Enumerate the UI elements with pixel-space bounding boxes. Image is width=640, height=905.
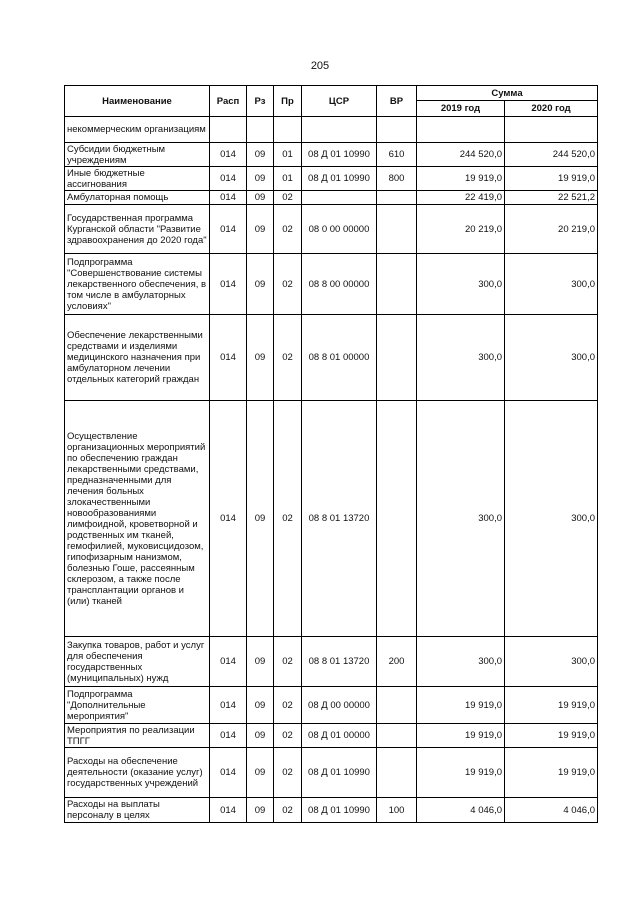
row-name: Иные бюджетные ассигнования <box>65 167 210 191</box>
row-sum-2019: 19 919,0 <box>417 748 505 798</box>
row-sum-2020: 19 919,0 <box>505 167 598 191</box>
row-rz: 09 <box>247 724 274 748</box>
row-sum-2019: 19 919,0 <box>417 167 505 191</box>
row-csr: 08 Д 01 10990 <box>302 748 377 798</box>
header-rz: Рз <box>247 86 274 117</box>
row-sum-2020: 244 520,0 <box>505 143 598 167</box>
row-rz <box>247 117 274 143</box>
row-rasp: 014 <box>210 315 247 401</box>
row-sum-2019: 300,0 <box>417 254 505 315</box>
row-rasp <box>210 117 247 143</box>
row-rz: 09 <box>247 401 274 637</box>
row-rz: 09 <box>247 191 274 205</box>
row-sum-2020: 300,0 <box>505 315 598 401</box>
table-row <box>65 254 598 315</box>
row-vr <box>377 724 417 748</box>
row-rz: 09 <box>247 315 274 401</box>
table-row <box>65 724 598 748</box>
row-rz: 09 <box>247 637 274 687</box>
table-row <box>65 637 598 687</box>
header-2019: 2019 год <box>417 101 505 117</box>
header-2020: 2020 год <box>505 101 598 117</box>
table-row <box>65 143 598 167</box>
row-name: Расходы на обеспечение деятельности (оказание услуг) государственных учреждений <box>65 748 210 798</box>
row-name: Государственная программа Курганской области "Развитие здравоохранения до 2020 года" <box>65 205 210 254</box>
row-csr: 08 Д 01 10990 <box>302 798 377 823</box>
row-pr: 01 <box>274 143 302 167</box>
row-rasp: 014 <box>210 637 247 687</box>
row-csr <box>302 117 377 143</box>
row-rz: 09 <box>247 254 274 315</box>
table-row <box>65 315 598 401</box>
row-sum-2020: 4 046,0 <box>505 798 598 823</box>
row-pr: 02 <box>274 748 302 798</box>
table-row <box>65 205 598 254</box>
row-csr: 08 Д 01 10990 <box>302 167 377 191</box>
page-number: 205 <box>310 60 330 72</box>
row-csr <box>302 191 377 205</box>
row-rasp: 014 <box>210 401 247 637</box>
row-rasp: 014 <box>210 191 247 205</box>
row-name: Расходы на выплаты персоналу в целях <box>65 798 210 823</box>
row-vr: 610 <box>377 143 417 167</box>
row-pr: 02 <box>274 191 302 205</box>
row-csr: 08 8 01 00000 <box>302 315 377 401</box>
row-name: Мероприятия по реализации ТПГГ <box>65 724 210 748</box>
row-pr: 02 <box>274 637 302 687</box>
row-rasp: 014 <box>210 205 247 254</box>
row-vr <box>377 748 417 798</box>
table-row <box>65 117 598 143</box>
row-vr <box>377 401 417 637</box>
row-sum-2020: 20 219,0 <box>505 205 598 254</box>
table-row <box>65 798 598 823</box>
row-sum-2019: 19 919,0 <box>417 724 505 748</box>
row-pr: 02 <box>274 687 302 724</box>
row-sum-2020: 300,0 <box>505 401 598 637</box>
row-rz: 09 <box>247 687 274 724</box>
row-vr: 100 <box>377 798 417 823</box>
row-csr: 08 Д 01 00000 <box>302 724 377 748</box>
row-pr: 02 <box>274 724 302 748</box>
row-vr <box>377 254 417 315</box>
row-rasp: 014 <box>210 254 247 315</box>
row-rasp: 014 <box>210 748 247 798</box>
table-row <box>65 401 598 637</box>
row-rz: 09 <box>247 143 274 167</box>
row-name: Закупка товаров, работ и услуг для обеспечения государственных (муниципальных) нужд <box>65 637 210 687</box>
row-sum-2019: 300,0 <box>417 637 505 687</box>
row-sum-2020: 22 521,2 <box>505 191 598 205</box>
row-rz: 09 <box>247 205 274 254</box>
row-sum-2020: 300,0 <box>505 637 598 687</box>
row-name: Субсидии бюджетным учреждениям <box>65 143 210 167</box>
row-pr: 02 <box>274 798 302 823</box>
row-vr: 800 <box>377 167 417 191</box>
row-sum-2019: 22 419,0 <box>417 191 505 205</box>
row-name: Подпрограмма "Дополнительные мероприятия" <box>65 687 210 724</box>
row-name: Амбулаторная помощь <box>65 191 210 205</box>
row-vr <box>377 205 417 254</box>
row-sum-2019: 300,0 <box>417 401 505 637</box>
table-row <box>65 191 598 205</box>
row-sum-2020: 19 919,0 <box>505 748 598 798</box>
row-vr: 200 <box>377 637 417 687</box>
row-csr: 08 8 01 13720 <box>302 637 377 687</box>
budget-table <box>64 85 598 823</box>
header-pr: Пр <box>274 86 302 117</box>
row-sum-2019: 300,0 <box>417 315 505 401</box>
row-sum-2019: 244 520,0 <box>417 143 505 167</box>
row-csr: 08 8 01 13720 <box>302 401 377 637</box>
table-row <box>65 167 598 191</box>
header-csr: ЦСР <box>302 86 377 117</box>
row-name: Осуществление организационных мероприятий по обеспечению граждан лекарственными средствами, предназначенными для лечения больных злокачественными новообразованиями лимфоидной, кроветворной и родственных им тканей, гемофилией, муковисцидозом, гипофизарным нанизмом, болезнью Гоше, рассеянным склерозом, а также после трансплантации органов и (или) тканей <box>65 401 210 637</box>
row-rasp: 014 <box>210 687 247 724</box>
row-csr: 08 8 00 00000 <box>302 254 377 315</box>
row-pr: 02 <box>274 205 302 254</box>
row-rz: 09 <box>247 798 274 823</box>
row-sum-2020 <box>505 117 598 143</box>
header-vr: ВР <box>377 86 417 117</box>
row-vr <box>377 315 417 401</box>
row-pr: 02 <box>274 315 302 401</box>
row-sum-2020: 19 919,0 <box>505 724 598 748</box>
row-name: Обеспечение лекарственными средствами и изделиями медицинского назначения при амбулаторном лечении отдельных категорий граждан <box>65 315 210 401</box>
table-row <box>65 687 598 724</box>
row-pr <box>274 117 302 143</box>
row-rasp: 014 <box>210 167 247 191</box>
row-sum-2019: 19 919,0 <box>417 687 505 724</box>
row-sum-2019: 20 219,0 <box>417 205 505 254</box>
row-rasp: 014 <box>210 798 247 823</box>
row-csr: 08 Д 00 00000 <box>302 687 377 724</box>
row-vr <box>377 191 417 205</box>
row-sum-2020: 300,0 <box>505 254 598 315</box>
row-pr: 02 <box>274 401 302 637</box>
row-sum-2020: 19 919,0 <box>505 687 598 724</box>
row-csr: 08 Д 01 10990 <box>302 143 377 167</box>
row-rz: 09 <box>247 748 274 798</box>
header-rasp: Расп <box>210 86 247 117</box>
header-sum: Сумма <box>417 86 598 101</box>
row-vr <box>377 117 417 143</box>
row-name: некоммерческим организациям <box>65 117 210 143</box>
row-rasp: 014 <box>210 724 247 748</box>
row-pr: 02 <box>274 254 302 315</box>
row-rz: 09 <box>247 167 274 191</box>
table-row <box>65 748 598 798</box>
row-name: Подпрограмма "Совершенствование системы лекарственного обеспечения, в том числе в амбулаторных условиях" <box>65 254 210 315</box>
header-name: Наименование <box>65 86 210 117</box>
row-csr: 08 0 00 00000 <box>302 205 377 254</box>
row-sum-2019 <box>417 117 505 143</box>
row-sum-2019: 4 046,0 <box>417 798 505 823</box>
row-rasp: 014 <box>210 143 247 167</box>
row-pr: 01 <box>274 167 302 191</box>
row-vr <box>377 687 417 724</box>
